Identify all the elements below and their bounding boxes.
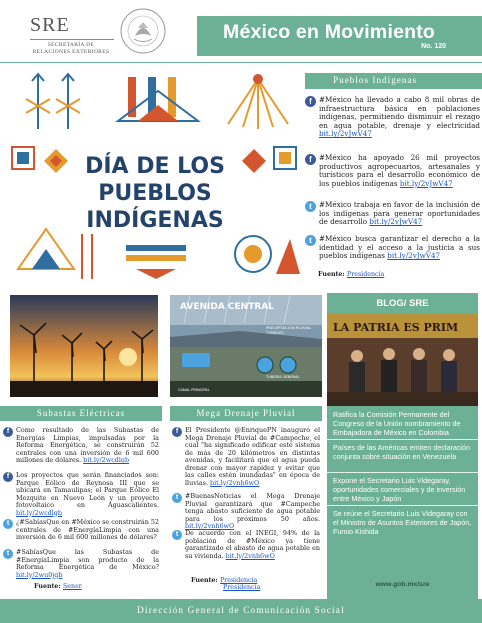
post-link[interactable]: bit.ly/2vnh6wO [185,522,235,530]
facebook-icon[interactable]: f [305,96,316,107]
post-link[interactable]: bit.ly/2vJwV47 [319,129,372,139]
post-text: #México busca garantizar el derecho a la identidad y el acceso a la justicia a sus pueblos indígenas bit.ly/2vJwV47 [319,234,480,261]
ministry-line-1: SECRETARÍA DE [47,42,95,48]
poster-line-2: PUEBLOS [98,181,212,206]
divider [327,505,478,506]
sre-logo: SRE [30,14,70,36]
blog-item-2[interactable]: Países de las Américas emiten declaración conjunta sobre situación en Venezuela [333,443,471,461]
source-label: Fuente: [191,577,220,584]
post-text: El Presidente @EnriquePN inauguró el Mega Drenaje Pluvial de #Campeche, el cual "ha significado edificar este sistema de más de 20 kilómetros en distintas avenidas, y facilitará que el agua pueda drenar con mayor rapidez y evitar que las calles estén inundadas" en época de lluvias. bit.ly/2vnh6wO [185,426,320,487]
facebook-icon[interactable]: f [305,154,316,165]
post-pueblos-2 [305,154,480,196]
post-pueblos-4 [305,235,480,263]
source-label: Fuente: [318,271,347,278]
post-link[interactable]: bit.ly/2wcdlgb [83,456,130,464]
section-title: Pueblos Indígenas [333,75,418,85]
ministry-line-2: RELACIONES EXTERIORES [32,49,110,55]
facebook-icon[interactable]: f [3,427,13,437]
post-pueblos-1 [305,96,480,146]
post-subastas-4 [3,548,159,579]
blog-title: BLOG/ SRE [376,298,429,309]
source-link[interactable]: Presidencia [223,584,261,591]
section-header-pueblos [305,73,482,89]
twitter-icon[interactable]: t [305,235,316,246]
blog-item-3[interactable]: Expone el Secretario Luis Videgaray, oportunidades comerciales y de inversión entre México y Japón [333,476,466,503]
post-link[interactable]: bit.ly/2wcdlgb [16,508,62,517]
twitter-icon[interactable]: t [172,530,182,540]
post-link[interactable]: bit.ly/2wu0jqb [16,570,63,579]
poster-line-3: INDÍGENAS [86,208,224,233]
diagram-label-rain: PRECIPITACIÓN PLUVIAL [266,325,312,330]
post-text: #BuenasNoticias el Mega Drenaje Pluvial garantizará que #Campeche tenga abasto suficiente de agua potable para los próximos 50 años. bit.ly/2vnh6wO [185,492,320,530]
diagram-label-pipe: TUBERÍA GENERAL [266,375,300,379]
post-text: De acuerdo con el INEGI, 94% de la población de #México ya tiene garantizado el abasto de agua potable en su vivienda. bit.ly/2vnh6wO [185,529,320,560]
header-divider [0,62,482,63]
issue-number: No. 120 [421,43,446,50]
post-link[interactable]: bit.ly/2vJwV47 [399,178,453,188]
post-text: #México ha apoyado 26 mil proyectos productivos agropecuarios, artesanales y turísticos para el desarrollo económico de los pueblos indígenas bit.ly/2vJwV47 [319,153,480,188]
source-link[interactable]: Presidencia [219,577,258,584]
blog-photo [327,314,478,406]
post-subastas-1 [3,426,159,467]
national-seal-icon [118,6,168,56]
facebook-icon[interactable]: f [3,472,13,482]
newsletter-banner [197,16,482,56]
post-text: #México trabaja en favor de la inclusión de los indígenas para generar oportunidades de desarrollo bit.ly/2vJwV47 [319,200,480,227]
source-drenaje-2 [223,584,260,591]
twitter-icon[interactable]: t [305,201,316,212]
footer-text: Dirección General de Comunicación Social [137,605,345,615]
poster-illustration [8,69,302,286]
source-subastas [34,583,82,590]
source-label: Fuente: [34,583,63,590]
photo-caption: LA PATRIA ES PRIM [333,321,459,334]
source-link[interactable]: Presidencia [346,271,385,278]
poster-line-1: DÍA DE LOS [85,154,225,179]
post-pueblos-3 [305,201,480,229]
wind-turbines-photo [10,295,158,397]
section-header-drenaje [170,406,322,421]
post-link[interactable]: bit.ly/2vnh6wO [210,478,260,487]
blog-url[interactable]: www.gob.mx/sre [375,581,430,588]
source-drenaje [191,577,257,584]
twitter-icon[interactable]: t [3,549,13,559]
post-drenaje-2 [172,492,320,530]
post-text: Los proyectos que serán financiados son: Parque Eólico de Reynosa III que se ubicará en Tamaulipas; el Parque Eólico El Mezquite en Nuevo León y un proyecto fotovoltaico en Aguascalientes. bit.ly/2wcdlgb [16,471,159,517]
twitter-icon[interactable]: t [3,519,13,529]
ministry-name [22,42,120,56]
sre-header [0,0,180,62]
post-subastas-2 [3,471,159,517]
section-title: Subastas Eléctricas [36,408,126,418]
post-link[interactable]: bit.ly/2vnh6wO [225,551,275,560]
post-link[interactable]: bit.ly/2vJwV47 [369,217,423,227]
blog-item-4[interactable]: Se reúne el Secretario Luis Videgaray con el Ministro de Asuntos Exteriores de Japón, Fumio Kishida [333,509,472,536]
post-drenaje-1 [172,427,320,487]
post-text: #México ha llevado a cabo 8 mil obras de infraestructura básica en poblaciones indígenas, permitiendo disminuir el rezago en agua potable, drenaje y electricidad bit.ly/2vJwV47 [319,95,480,139]
source-link[interactable]: Sener [62,583,82,590]
divider [327,472,478,473]
blog-item-1[interactable]: Ratifica la Comisión Permanente del Congreso de la Unión nombramiento de Embajadora de México en Colombia [333,410,461,437]
twitter-icon[interactable]: t [172,493,182,503]
section-header-subastas [0,406,162,421]
diagram-label-storm: TORMENTA [266,331,284,335]
post-subastas-3 [3,518,159,545]
blog-sidebar [327,293,478,599]
indigenous-day-poster [8,69,302,286]
post-text: #SabíasQue las Subastas de #EnergíaLimpia son producto de la Reforma Energética de México? bit.ly/2wu0jqb [16,548,159,579]
section-title: Mega Drenaje Pluvial [196,408,296,418]
post-drenaje-3 [172,530,320,564]
footer [0,599,482,623]
source-pueblos [318,271,384,278]
post-link[interactable]: bit.ly/2vJwV47 [387,251,441,261]
drainage-diagram [170,295,322,397]
diagram-label-canal: CANAL PRINCIPAL [178,388,210,392]
divider [327,439,478,440]
divider [30,39,114,40]
diagram-title: AVENIDA CENTRAL [180,302,274,312]
post-text: ¿#SabíasQue en #México se construirán 52 centrales de #EnergíaLimpia con una inversión de 6 mil 600 millones de dólares? [16,518,159,541]
facebook-icon[interactable]: f [172,427,182,437]
newsletter-title: México en Movimiento [223,21,436,43]
post-text: Como resultado de las Subastas de Energías Limpias, impulsadas por la Reforma Energética, se construirán 52 centrales con una inversión de 6 mil 600 millones de dólares. bit.ly/2wcdlgb [16,426,159,464]
